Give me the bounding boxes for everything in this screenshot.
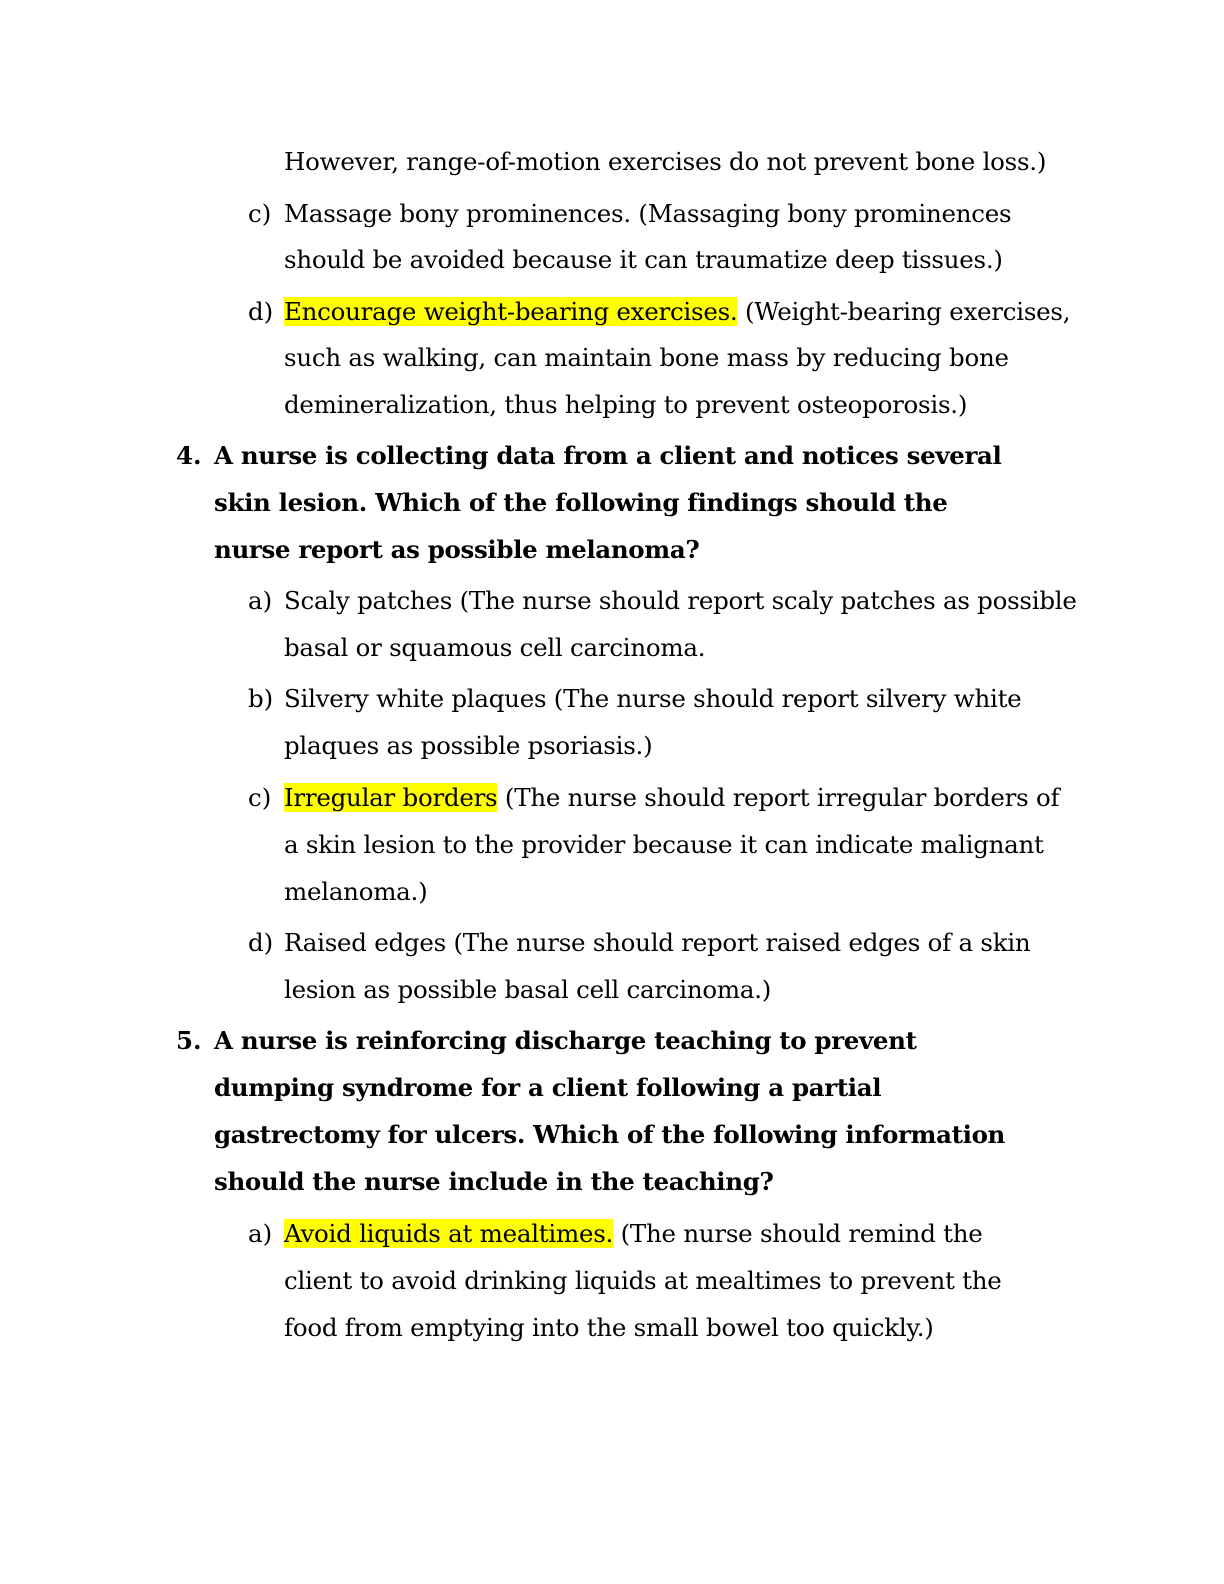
q4-question-line3: nurse report as possible melanoma?: [214, 535, 700, 564]
q3-option-d-line3: demineralization, thus helping to prevent osteoporosis.): [284, 390, 968, 419]
q4-option-c-line1: [284, 783, 1059, 813]
q4-option-a-label: a): [248, 586, 273, 615]
q4-option-d-label: d): [248, 928, 274, 957]
q5-question-line2: dumping syndrome for a client following a partial: [214, 1073, 882, 1102]
q4-question-line2: skin lesion. Which of the following findings should the: [214, 488, 948, 517]
q4-option-b-label: b): [248, 684, 274, 713]
q3-option-b-continuation: However, range-of-motion exercises do not prevent bone loss.): [284, 147, 1047, 176]
q3-option-d-line1: [284, 297, 1070, 327]
q4-option-a-line1: Scaly patches (The nurse should report scaly patches as possible: [284, 586, 1077, 615]
q5-option-a-label: a): [248, 1219, 273, 1248]
q3-option-c-line1: Massage bony prominences. (Massaging bony prominences: [284, 199, 1012, 228]
q4-option-d-line1: Raised edges (The nurse should report raised edges of a skin: [284, 928, 1031, 957]
q4-option-a-line2: basal or squamous cell carcinoma.: [284, 633, 706, 662]
q4-number: 4.: [176, 441, 202, 470]
q5-number: 5.: [176, 1026, 202, 1055]
q5-option-a-line2: client to avoid drinking liquids at mealtimes to prevent the: [284, 1266, 1002, 1295]
q4-question-line1: A nurse is collecting data from a client and notices several: [214, 441, 1002, 470]
q3-option-d-line2: such as walking, can maintain bone mass by reducing bone: [284, 343, 1009, 372]
q3-option-c-label: c): [248, 199, 272, 228]
q4-option-c-rationale-start: (The nurse should report irregular borders of: [497, 783, 1060, 812]
q3-option-d-label: d): [248, 297, 274, 326]
q4-option-d-line2: lesion as possible basal cell carcinoma.): [284, 975, 772, 1004]
q5-question-line3: gastrectomy for ulcers. Which of the following information: [214, 1120, 1006, 1149]
q5-option-a-rationale-start: (The nurse should remind the: [613, 1219, 983, 1248]
q4-correct-answer-highlight: Irregular borders: [284, 783, 498, 812]
q4-option-c-line3: melanoma.): [284, 877, 428, 906]
q3-correct-answer-highlight: Encourage weight-bearing exercises.: [284, 297, 738, 326]
q5-option-a-line1: [284, 1219, 983, 1249]
q3-option-d-rationale-start: (Weight-bearing exercises,: [737, 297, 1071, 326]
q5-option-a-line3: food from emptying into the small bowel too quickly.): [284, 1313, 934, 1342]
q5-question-line4: should the nurse include in the teaching?: [214, 1167, 774, 1196]
q4-option-b-line2: plaques as possible psoriasis.): [284, 731, 653, 760]
q4-option-c-line2: a skin lesion to the provider because it can indicate malignant: [284, 830, 1044, 859]
q4-option-b-line1: Silvery white plaques (The nurse should report silvery white: [284, 684, 1022, 713]
q4-option-c-label: c): [248, 783, 272, 812]
q3-option-c-line2: should be avoided because it can traumatize deep tissues.): [284, 245, 1003, 274]
q5-question-line1: A nurse is reinforcing discharge teaching to prevent: [214, 1026, 917, 1055]
q5-correct-answer-highlight: Avoid liquids at mealtimes.: [284, 1219, 614, 1248]
